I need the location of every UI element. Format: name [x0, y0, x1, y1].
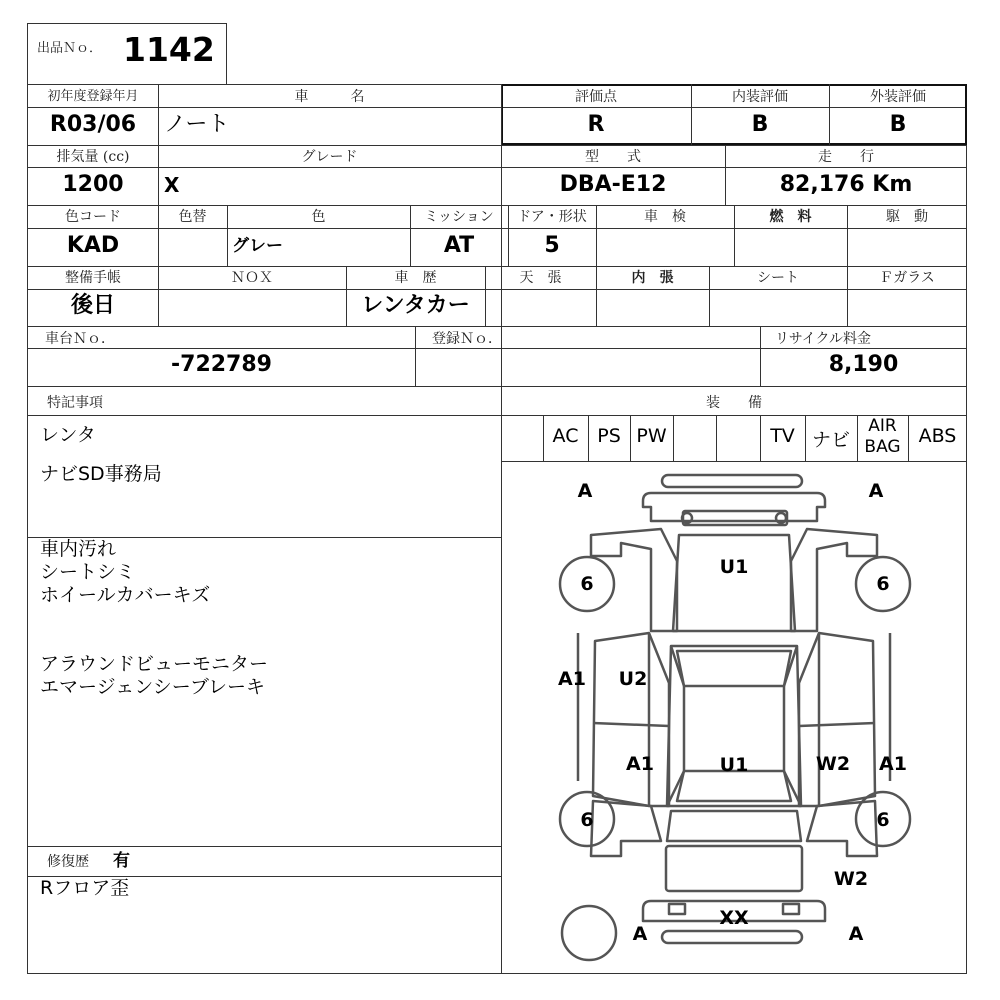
- equipment-item-tv: TV: [770, 425, 795, 447]
- hood-shape: [673, 535, 795, 631]
- interior-lining-label: 内 張: [631, 270, 674, 286]
- exterior-score-value: B: [889, 112, 907, 137]
- equipment-item-pw: PW: [636, 425, 667, 447]
- mark-rear-left: A: [632, 923, 648, 945]
- mark-front-right: A: [868, 480, 884, 502]
- score-value: R: [587, 112, 605, 137]
- mileage-label: 走 行: [818, 149, 874, 165]
- mark-front-left: A: [577, 480, 593, 502]
- equipment-item-ac: AC: [552, 425, 579, 447]
- rear-gate-shape: [666, 846, 802, 891]
- windshield-shape: [677, 651, 791, 686]
- remark-line: レンタ: [40, 424, 96, 446]
- fuel-label: 燃 料: [769, 209, 812, 225]
- first-registration-label: 初年度登録年月: [47, 89, 139, 104]
- lot-number-label: 出品Ｎｏ．: [37, 41, 103, 56]
- maintenance-value: 後日: [70, 293, 115, 318]
- maintenance-label: 整備手帳: [65, 270, 121, 286]
- interior-score-label: 内装評価: [732, 89, 788, 105]
- remark-line: ナビSD事務局: [40, 463, 162, 485]
- mark-right-door: W2: [815, 753, 851, 775]
- first-registration-value: R03/06: [49, 112, 137, 137]
- right-side-shape: [799, 633, 875, 806]
- color-code-label: 色コード: [65, 209, 121, 225]
- mark-right-side: A1: [879, 753, 907, 775]
- exterior-score-label: 外装評価: [870, 89, 926, 105]
- mark-wheel-rear-left: 6: [580, 809, 594, 831]
- cabin-shape: [667, 646, 801, 806]
- roof-lining-label: 天 張: [519, 270, 562, 286]
- car-name-value: ノート: [164, 112, 230, 137]
- model-value: DBA-E12: [559, 172, 667, 197]
- score-label: 評価点: [575, 89, 617, 105]
- car-name-label: 車 名: [294, 89, 365, 105]
- color-label: 色: [311, 209, 326, 225]
- mark-wheel-rear-right: 6: [876, 809, 890, 831]
- interior-score-value: B: [751, 112, 769, 137]
- rule: [673, 415, 674, 461]
- mark-rear-right: A: [848, 923, 864, 945]
- mark-wheel-front-left: 6: [580, 573, 594, 595]
- equipment-item-ps: PS: [597, 425, 621, 447]
- history-label: 車 歴: [394, 270, 437, 286]
- seat-label: シート: [757, 270, 799, 286]
- mark-left-door: A1: [626, 753, 654, 775]
- rule: [27, 228, 967, 229]
- front-plate-shape: [683, 511, 787, 525]
- recycle-fee-value: 8,190: [828, 352, 899, 377]
- rule: [27, 386, 967, 387]
- front-bumper-shape: [643, 493, 825, 521]
- grade-label: グレード: [301, 149, 358, 165]
- displacement-label: 排気量 (cc): [56, 149, 130, 165]
- repaint-label: 色替: [178, 209, 207, 225]
- front-glass-label: Ｆガラス: [879, 270, 935, 286]
- rule: [27, 167, 967, 168]
- rule: [716, 415, 717, 461]
- rule: [27, 289, 967, 290]
- registration-number-label: 登録Ｎｏ．: [432, 331, 502, 347]
- recycle-fee-label: リサイクル料金: [775, 331, 872, 347]
- mark-rear-right-quarter: W2: [833, 868, 869, 890]
- rule: [27, 846, 501, 847]
- mission-value: AT: [443, 233, 475, 258]
- remark-line: アラウンドビューモニター: [40, 653, 269, 675]
- repair-history-label: 修復歴: [47, 854, 89, 870]
- rule: [27, 145, 967, 146]
- chassis-number-label: 車台Ｎｏ．: [45, 331, 115, 347]
- color-code-value: KAD: [66, 233, 120, 258]
- mileage-value: 82,176 Km: [779, 172, 913, 197]
- color-value: グレー: [232, 236, 283, 256]
- door-label: ドア・形状: [517, 209, 587, 225]
- rule: [27, 415, 967, 416]
- mark-rear-bumper: XX: [719, 907, 749, 929]
- history-value: レンタカー: [361, 293, 470, 318]
- remark-line: ホイールカバーキズ: [40, 584, 211, 606]
- equipment-item-navi: ナビ: [811, 429, 850, 451]
- mark-left-fender: A1: [558, 668, 586, 690]
- car-damage-diagram: [501, 461, 967, 974]
- equipment-item-abs: ABS: [918, 425, 957, 447]
- remarks-label: 特記事項: [47, 395, 103, 411]
- rule: [27, 205, 967, 206]
- remark-line: シートシミ: [40, 561, 136, 583]
- chassis-number-value: -722789: [171, 352, 272, 377]
- inspection-label: 車 検: [644, 209, 686, 225]
- equipment-label: 装 備: [706, 395, 762, 411]
- mark-wheel-front-right: 6: [876, 573, 890, 595]
- equipment-item-airbag: AIR BAG: [864, 416, 901, 457]
- displacement-value: 1200: [62, 172, 124, 197]
- trunk-shape: [667, 811, 801, 841]
- spare-tire-shape: [562, 906, 616, 960]
- lot-number: 1142: [123, 30, 215, 69]
- rule: [27, 266, 967, 267]
- rule: [27, 348, 967, 349]
- remark-line: 車内汚れ: [40, 538, 117, 560]
- mission-label: ミッション: [424, 209, 494, 225]
- drive-label: 駆 動: [886, 209, 928, 225]
- repair-detail: Rフロア歪: [40, 877, 130, 899]
- mark-roof: U1: [719, 754, 749, 776]
- rear-bumper-lower-shape: [662, 931, 802, 943]
- remark-line: エマージェンシーブレーキ: [40, 676, 266, 698]
- left-side-shape: [593, 633, 669, 806]
- mark-windshield-left: U2: [618, 668, 648, 690]
- model-label: 型 式: [585, 149, 641, 165]
- door-value: 5: [544, 233, 560, 258]
- repair-history-value: 有: [113, 851, 130, 871]
- rule: [27, 326, 967, 327]
- nox-label: ＮＯＸ: [231, 270, 273, 286]
- grade-value: X: [164, 173, 180, 197]
- front-bumper-shape: [662, 475, 802, 487]
- mark-hood: U1: [719, 556, 749, 578]
- rule: [415, 326, 416, 386]
